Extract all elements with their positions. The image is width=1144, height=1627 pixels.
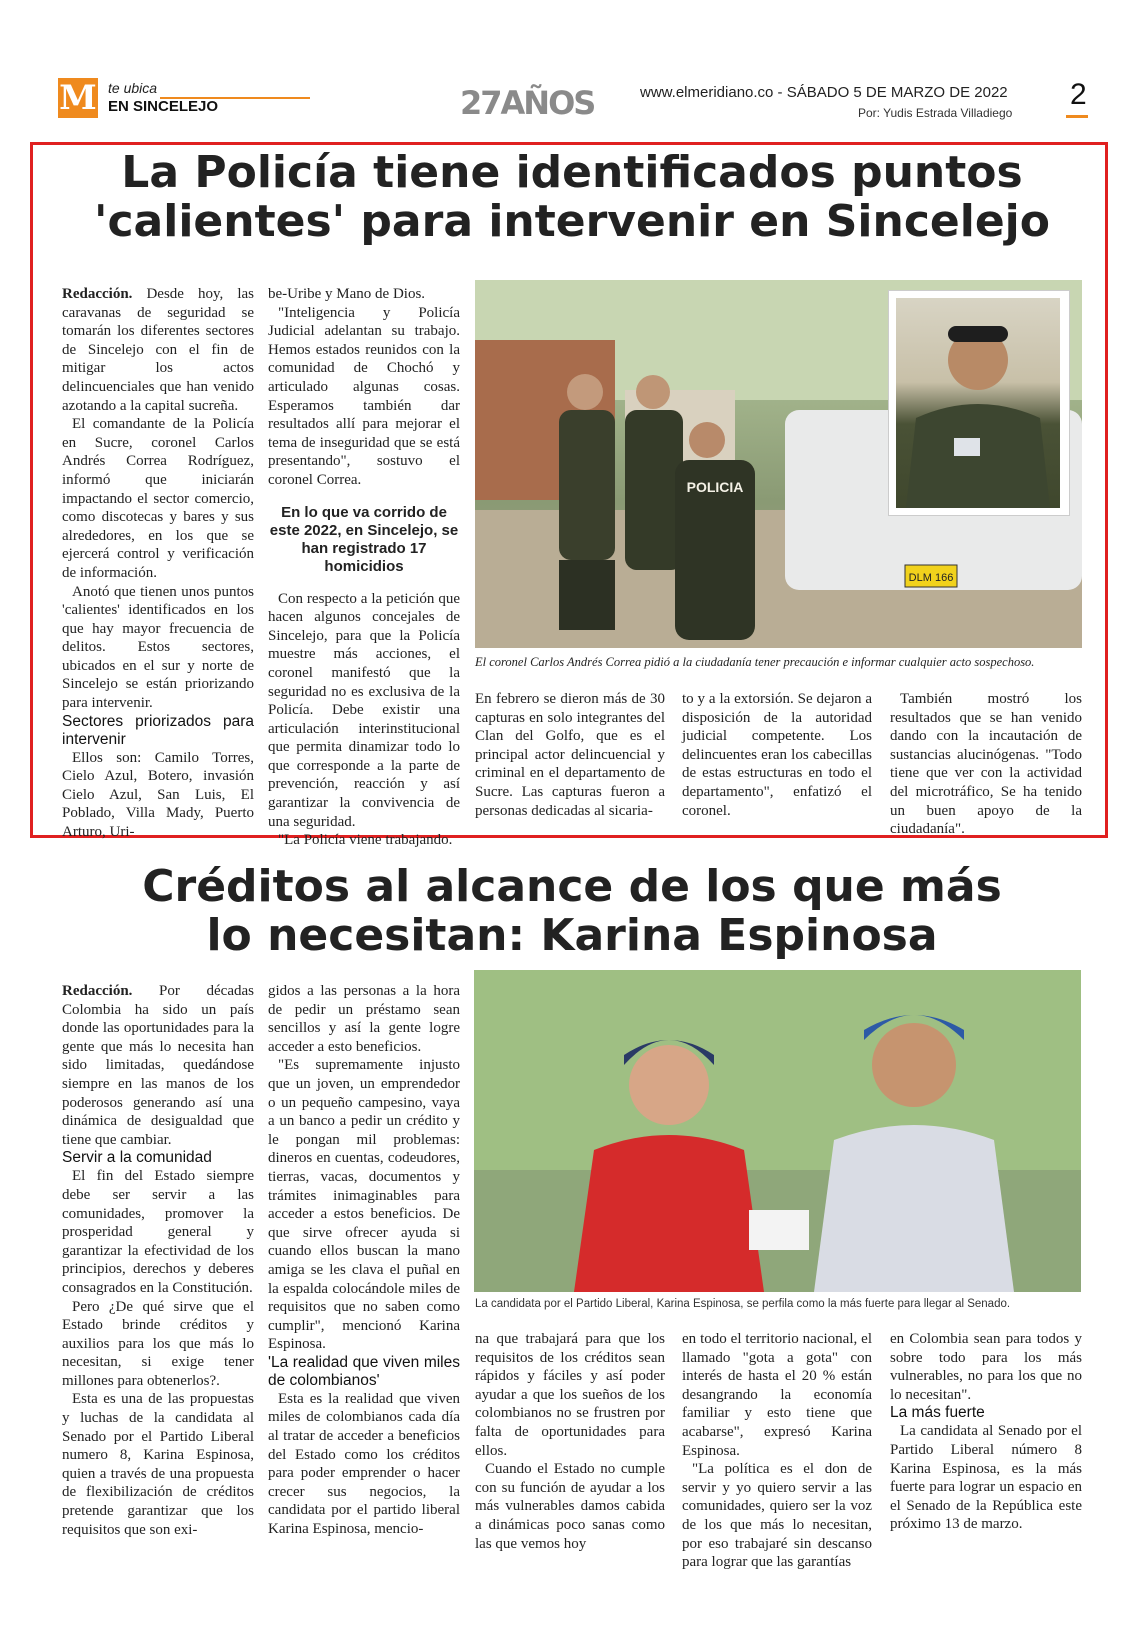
article1-paragraph: to y a la extorsión. Se dejaron a disposición de la autoridad judicial competente. Los delincuentes eran los cabecillas de estas estructuras en todo el departamento", enfatizó el coronel. — [682, 691, 872, 819]
vest-label: POLICIA — [686, 479, 744, 495]
article1-column-3 — [475, 690, 665, 820]
dateline: www.elmeridiano.co - SÁBADO 5 DE MARZO DE 2022 — [640, 84, 1008, 101]
anniversary-logo: 27AÑOS — [460, 84, 595, 122]
article2-subhead: La más fuerte — [890, 1404, 985, 1422]
article2-photo-caption: La candidata por el Partido Liberal, Karina Espinosa, se perfila como la más fuerte para llegar al Senado. — [475, 1298, 1011, 1310]
article2-paragraph: en todo el territorio nacional, el llamado "gota a gota" con interés de hasta el 20 % están desangrando la economía familiar y esto tiene que acabarse", expresó Karina Espinosa. — [682, 1331, 872, 1459]
article1-paragraph: Ellos son: Camilo Torres, Cielo Azul, Botero, invasión Cielo Azul, San Luis, El Poblado, Villa Mady, Puerto Arturo, Uri- — [62, 749, 254, 841]
candidate-scene-illustration — [474, 970, 1081, 1292]
logo-tagline: te ubica — [108, 80, 158, 96]
article1-paragraph: "La Policía viene trabajando. — [278, 832, 453, 849]
article1-headline-line2: 'calientes' para intervenir en Sincelejo — [94, 196, 1050, 248]
article1-paragraph: El comandante de la Policía en Sucre, coronel Carlos Andrés Correa Rodríguez, informó que iniciarán impactando el sector comercio, como discotecas y bares y sus alrededores, en los que se ejercerá control y verificación de información. — [62, 416, 254, 581]
article1-lead-text: Desde hoy, las caravanas de seguridad se tomarán los diferentes sectores de Sincelejo con el fin de mitigar los actos delincuenciales que han venido azotando a la capital sucreña. — [62, 286, 254, 414]
article2-column-4 — [682, 1330, 872, 1572]
article2-paragraph: "La política es el don de servir y yo quiero servir a las comunidades, quiero ser la voz de los que más lo necesitan, por eso trabajaré sin descanso para lograr que las garantías — [682, 1461, 872, 1571]
article2-lead-label: Redacción. — [62, 983, 133, 999]
article1-column-5 — [890, 690, 1082, 839]
article1-paragraph: Anotó que tienen unos puntos 'calientes' identificados en los que hay mayor frecuencia de delitos. Estos sectores, ubicados en el sur y norte de Sincelejo se están priorizando para intervenir. — [62, 583, 254, 712]
article1-headline-line1: La Policía tiene identificados puntos — [121, 147, 1023, 198]
article1-paragraph: También mostró los resultados que se han venido dando con la incautación de sustancias alucinógenas. "Todo tiene que ver con la actividad del microtráfico, Se ha tenido un buen apoyo de la ciudadanía". — [890, 691, 1082, 838]
article2-headline — [40, 862, 1104, 961]
article2-lead-text: Por décadas Colombia ha sido un país donde las oportunidades para la gente que más lo necesita han sido limitadas, quedándose siempre en las manos de los poderosos generando así una dinámica de desigualdad que tiene que cambiar. — [62, 983, 254, 1148]
article2-paragraph: La candidata al Senado por el Partido Liberal número 8 Karina Espinosa, es la más fuerte para lograr un espacio en el Senado de la República este próximo 13 de marzo. — [890, 1423, 1082, 1533]
article1-column-1 — [62, 285, 254, 842]
article2-paragraph: "Es supremamente injusto que un joven, un emprendedor o un pequeño campesino, vaya a un banco a pedir un crédito y le pongan mil problemas: dineros en cuentas, codeudores, tierras, vacas, documentos y trámites inimaginables para acceder a estos beneficios. De que sirve ofrecer ayuda si cuando ellos buscan la mano amiga se les clava el puñal en la espalda colocándole miles de requisitos que no saben como cumplir", mencionó Karina Espinosa. — [268, 1057, 460, 1353]
article2-headline-line1: Créditos al alcance de los que más — [142, 861, 1002, 912]
article2-paragraph: Esta es una de las propuestas y luchas de la candidata al Senado por el Partido Liberal numero 8, Karina Espinosa, quien a través de una propuesta de flexibilización de créditos pretende garantizar que los requisitos que son exi- — [62, 1391, 254, 1538]
article1-headline — [40, 148, 1104, 247]
article2-paragraph: en Colombia sean para todos y sobre todo para los más vulnerables, no para los que no lo necesitan". — [890, 1331, 1082, 1403]
article1-column-4 — [682, 690, 872, 820]
article1-column-2 — [268, 285, 460, 850]
article2-subhead: 'La realidad que viven miles de colombianos' — [268, 1353, 460, 1389]
article1-photo-caption: El coronel Carlos Andrés Correa pidió a la ciudadanía tener precaución e informar cualquier acto sospechoso. — [475, 655, 1035, 669]
article2-column-2 — [268, 982, 460, 1539]
article2-paragraph: gidos a las personas a la hora de pedir un préstamo sean sencillos y así la gente logre acceder a esto beneficios. — [268, 983, 460, 1055]
article1-lead-label: Redacción. — [62, 286, 133, 302]
colonel-portrait-illustration — [896, 298, 1060, 508]
byline: Por: Yudis Estrada Villadiego — [858, 106, 1013, 120]
license-plate: DLM 166 — [908, 572, 954, 584]
section-name: EN SINCELEJO — [108, 98, 219, 115]
article1-paragraph — [62, 285, 254, 415]
page-number-underline — [1066, 115, 1088, 118]
article1-subhead: Sectores priorizados para intervenir — [62, 712, 254, 748]
article2-paragraph: Esta es la realidad que viven miles de colombianos cada día al tratar de acceder a beneficios del Estado como los créditos para poder emprender o hacer crecer sus negocios, la candidata por el partido liberal Karina Espinosa, mencio- — [268, 1390, 460, 1538]
article1-pullquote: En lo que va corrido de este 2022, en Sincelejo, se han registrado 17 homicidios — [269, 503, 459, 575]
article2-column-5 — [890, 1330, 1082, 1534]
article2-paragraph: El fin del Estado siempre debe ser servir a las comunidades, promover la prosperidad general y garantizar la efectividad de los principios, derechos y deberes consagrados en la Constitución. — [62, 1168, 254, 1296]
article2-column-3 — [475, 1330, 665, 1553]
article2-subhead: Servir a la comunidad — [62, 1149, 212, 1167]
article1-paragraph: be-Uribe y Mano de Dios. — [268, 286, 426, 302]
article2-column-1 — [62, 982, 254, 1539]
article2-paragraph: Pero ¿De qué sirve que el Estado brinde créditos y auxilios para los que más lo necesitan, si exige tener millones para obtenerlos?. — [62, 1298, 254, 1389]
colonel-portrait — [896, 298, 1060, 508]
article1-paragraph: En febrero se dieron más de 30 capturas en solo integrantes del Clan del Golfo, que es el principal actor delincuencial y criminal en el departamento de Sucre. Las capturas fueron a personas dedicadas al sicaria- — [475, 691, 665, 819]
page-number: 2 — [1070, 78, 1087, 111]
article1-paragraph: Con respecto a la petición que hacen algunos concejales de Sincelejo, para que la Policía muestre más acciones, el coronel manifestó que la seguridad no es exclusiva de la Policía. Debe existir una articulación interinstitucional que permita dinamizar todo lo que corresponde a la parte de prevención, reacción y así garantizar la convivencia de una seguridad. — [268, 590, 460, 830]
newspaper-logo: M — [59, 78, 97, 118]
article2-paragraph: Cuando el Estado no cumple con su función de ayudar a los más vulnerables damos cabida a dinámicas poco sanas como las que vemos hoy — [475, 1461, 665, 1552]
article2-paragraph: na que trabajará para que los requisitos de los créditos sean rápidos y fáciles y así poder ayudar a que los sueños de los colombianos no se frustren por falta de oportunidades para ellos. — [475, 1331, 665, 1459]
article2-paragraph — [62, 982, 254, 1149]
candidate-photo — [474, 970, 1081, 1292]
article2-headline-line2: lo necesitan: Karina Espinosa — [206, 910, 938, 962]
article1-paragraph: "Inteligencia y Policía Judicial adelantan su trabajo. Hemos estados reunidos con la comunidad de Chochó y articulado algunas cosas. Esperamos también dar resultados allí para mejorar el tema de inseguridad que se está presentando", sostuvo el coronel Correa. — [268, 304, 460, 488]
